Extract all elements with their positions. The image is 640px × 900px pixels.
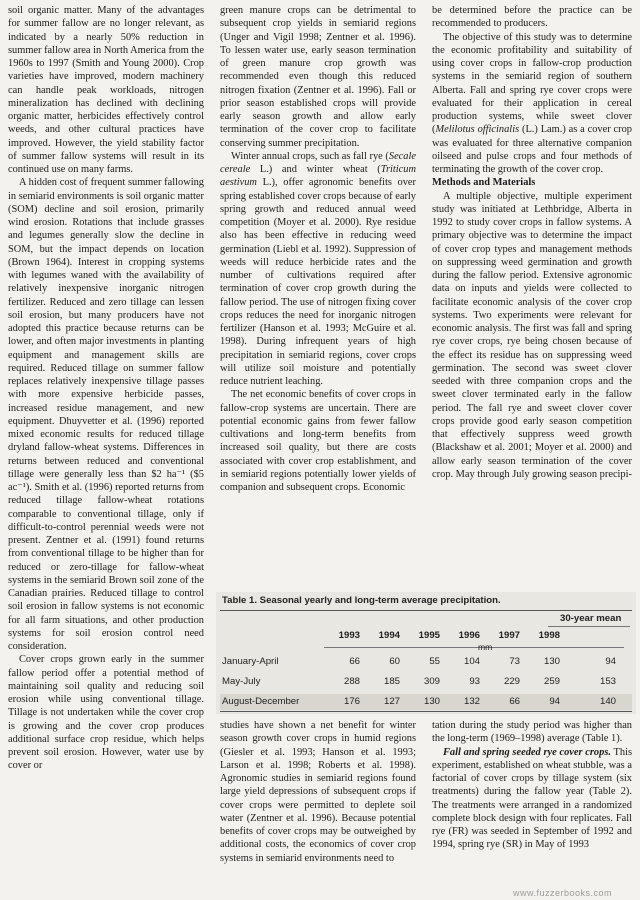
text-span: (L.) Lam.) as a cover crop was evaluated for three alternative companion oilseed and pulse crops and four methods of terminating the growth of the cover crop. (432, 124, 632, 175)
paragraph: The net economic benefits of cover crops in fallow-crop systems are uncertain. There are potential economic gains from fewer fallow cultivations and long-term benefits from increased soil quality, but there are costs associated with cover crop establishment, and in semiarid regions potentially lower yields of companion and subsequent crops. Economic (220, 389, 416, 493)
paragraph (432, 746, 632, 852)
paragraph: Cover crops grown early in the summer fallow period offer a potential method of maintaining soil quality and reducing soil erosion while using conventional tillage. Tillage is not undertaken while the cover crop is growing and the cover crop produces additional surface crop residue, which helps prevent soil erosion. However, water use by cover or (8, 654, 204, 772)
table-cell: 176 (343, 696, 360, 707)
table-unit: mm (478, 642, 493, 652)
table-cell: 93 (469, 676, 480, 687)
run-in-heading: Fall and spring seeded rye cover crops. (443, 746, 611, 758)
table-rule (220, 711, 632, 712)
table-cell: 104 (463, 656, 480, 667)
text-span: L.) and winter wheat ( (250, 164, 381, 175)
species-name: Melilotus officinalis (435, 124, 520, 136)
table-row-label: January-April (222, 656, 279, 667)
table-longterm-header: 30-year mean (560, 613, 622, 624)
table-cell: 185 (383, 676, 400, 687)
text-column-middle-lower (220, 719, 416, 897)
table-cell-mean: 140 (599, 696, 616, 707)
table-year-header: 1996 (458, 630, 480, 641)
table-rule (220, 610, 632, 611)
text-column-left (8, 4, 204, 896)
table-cell: 73 (509, 656, 520, 667)
table-cell: 127 (383, 696, 400, 707)
table-year-header: 1994 (378, 630, 400, 641)
paragraph: be determined before the practice can be recommended to producers. (432, 5, 632, 30)
table-year-header: 1998 (538, 630, 560, 641)
table-year-header: 1993 (338, 630, 360, 641)
species-name: Secale cereale (220, 150, 416, 175)
table-rule (548, 626, 630, 627)
table-cell: 130 (543, 656, 560, 667)
paragraph (432, 31, 632, 177)
paragraph: tation during the study period was higher than the long-term (1969–1998) average (Table 1). (432, 720, 632, 745)
table-cell: 66 (509, 696, 520, 707)
text-column-right-lower (432, 719, 632, 897)
paragraph: A multiple objective, multiple experiment study was initiated at Lethbridge, Alberta in 1992 to study cover crops in fallow systems. A primary objective was to determine the impact of cover crop types and management methods on suppressing weed germination and growth during the fallow period. Extensive agronomic data on inputs and yields were collected to facilitate economic analysis of the cover crop systems. Two experiments were relevant for economic analysis. The first was fall and spring rye cover crops, rye being chosen because of the effect its residue has on suppressing weed germination. The second was sweet clover seeded with three companion crops and the sweet clover terminated early in the fallow period. The fall rye and sweet clover cover crops provide good early season competition that effectively suppress weed growth (Blackshaw et al. 2001; Moyer et al. 2000) and allow early season termination of the cover crop. May through July growing season precipi- (432, 190, 632, 480)
text-span: This experiment, established on wheat stubble, was a factorial of cover crops by tillage system (six treatments) during the fallow year (Table 2). The treatments were arranged in a randomized complete block design with four replicates. Fall rye (FR) was seeded in September of 1992 and 1994, spring rye (SR) in May of 1993 (432, 746, 632, 851)
paragraph: A hidden cost of frequent summer fallowing in semiarid environments is soil organic matter (SOM) decline and soil erosion, primarily wind erosion. Rotations that include grasses and legumes generally slow the decline in SOM, but the impact depends on location (Brown 1964). Interest in cropping systems with legumes waned with the availability of relatively inexpensive inorganic nitrogen fertilizer. Reduced and zero tillage can lessen soil erosion, but many producers have not adopted this practice because returns can be lower, and often major investments in planting equipment and management skills are required. Reduced tillage on summer fallow replaces relatively inexpensive tillage passes with more expensive herbicide passes, increased residue management, and new equipment. Dhuyvetter et al. (1996) reported mixed economic results for reduced tillage dryland fallow-wheat systems. Differences in returns between reduced and conventional tillage were generally less than $2 ha⁻¹ ($5 ac⁻¹). Smith et al. (1996) reported returns from reduced tillage fallow-wheat rotations comparable to conventional tillage, only if difficult-to-control perennial weeds were not present. Zentner et al. (1991) found returns from conventional tillage to be higher than for reduced or zero-tillage for fallow-wheat systems in the semiarid Brown soil zone of the Canadian prairies. Reduced tillage to control soil erosion in fallow systems is not economic for all farm situations, and other production systems for soil erosion control need consideration. (8, 177, 204, 652)
table-cell: 66 (349, 656, 360, 667)
table-cell-mean: 94 (605, 656, 616, 667)
text-column-right (432, 4, 632, 594)
table-cell: 229 (503, 676, 520, 687)
table-cell-mean: 153 (599, 676, 616, 687)
section-heading: Methods and Materials (432, 177, 536, 189)
table-cell: 288 (343, 676, 360, 687)
table-cell: 259 (543, 676, 560, 687)
watermark: www.fuzzerbooks.com (512, 888, 612, 898)
text-column-middle (220, 4, 416, 594)
table-year-header: 1995 (418, 630, 440, 641)
species-name: Triticum aestivum (220, 164, 416, 189)
table-cell: 94 (549, 696, 560, 707)
table-cell: 309 (423, 676, 440, 687)
table-cell: 130 (423, 696, 440, 707)
table-cell: 55 (429, 656, 440, 667)
paragraph: green manure crops can be detrimental to subsequent crop yields in semiarid regions (Unger and Vigil 1998; Zentner et al. 1996). To lessen water use, early season termination of green manure crop growth was recommended even though this reduced nitrogen fixation (Zentner et al. 1996). Fall or prior season established crops will provide early season growth and allow early termination of the cover crop to facilitate conserving summer precipitation. (220, 5, 416, 149)
table-rule (324, 647, 624, 648)
paragraph: studies have shown a net benefit for winter season growth cover crops in humid regions (Giesler et al. 1993; Hanson et al. 1993; Larson et al. 1998; Roberts et al. 1998). Agronomic studies in semiarid regions found large yield depressions of subsequent crops if cover crops were permitted to deplete soil water (Zentner et al. 1996). Because potential benefits of cover crops may be outweighed by additional costs, the economics of cover crop systems in semiarid environments need to (220, 720, 416, 864)
text-span: The objective of this study was to determine the economic profitability and suitability of using cover crops in fallow-crop production systems in the semiarid region of southern Alberta. Fall and spring rye cover crops were evaluated for their application in cereal production systems, while sweet clover ( (432, 31, 632, 136)
table-cell: 60 (389, 656, 400, 667)
table-year-header: 1997 (498, 630, 520, 641)
paragraph: soil organic matter. Many of the advantages for summer fallow are no longer relevant, as indicated by a nearly 50% reduction in summer fallow area in North America from the 1960s to 1997 (Smith and Young 2000). Crop varieties have improved, modern machinery can handle peak workloads, nitrogen mineralization has declined with declining organic matter, herbicides effectively control weeds, and other cultural practices have improved. However, the yield stability factor of summer fallow systems will result in its continued use on many farms. (8, 5, 204, 175)
table-row-label: May-July (222, 676, 261, 687)
text-span: Winter annual crops, such as fall rye ( (231, 150, 389, 162)
text-span: L.), offer agronomic benefits over spring established cover crops because of early spring growth and reduced annual weed competition (Moyer et al. 2000). Rye residue also has been effective in reducing weed germination (Liebl et al. 1992). Suppression of weeds will reduce herbicide rates and the number of cultivations required after termination of cover crop growth during the fallow period. The use of nitrogen fixing cover crops reduces the need for inorganic nitrogen fertilizer (Hanson et al. 1993; McGuire et al. 1998). During infrequent years of high precipitation in semiarid regions, cover crops will utilize soil moisture and potentially reduce nutrient leaching. (220, 177, 416, 387)
paragraph (220, 150, 416, 389)
precipitation-table (216, 592, 636, 714)
table-row-label: August-December (222, 696, 300, 707)
table-caption: Table 1. Seasonal yearly and long-term average precipitation. (222, 595, 501, 606)
table-cell: 132 (463, 696, 480, 707)
